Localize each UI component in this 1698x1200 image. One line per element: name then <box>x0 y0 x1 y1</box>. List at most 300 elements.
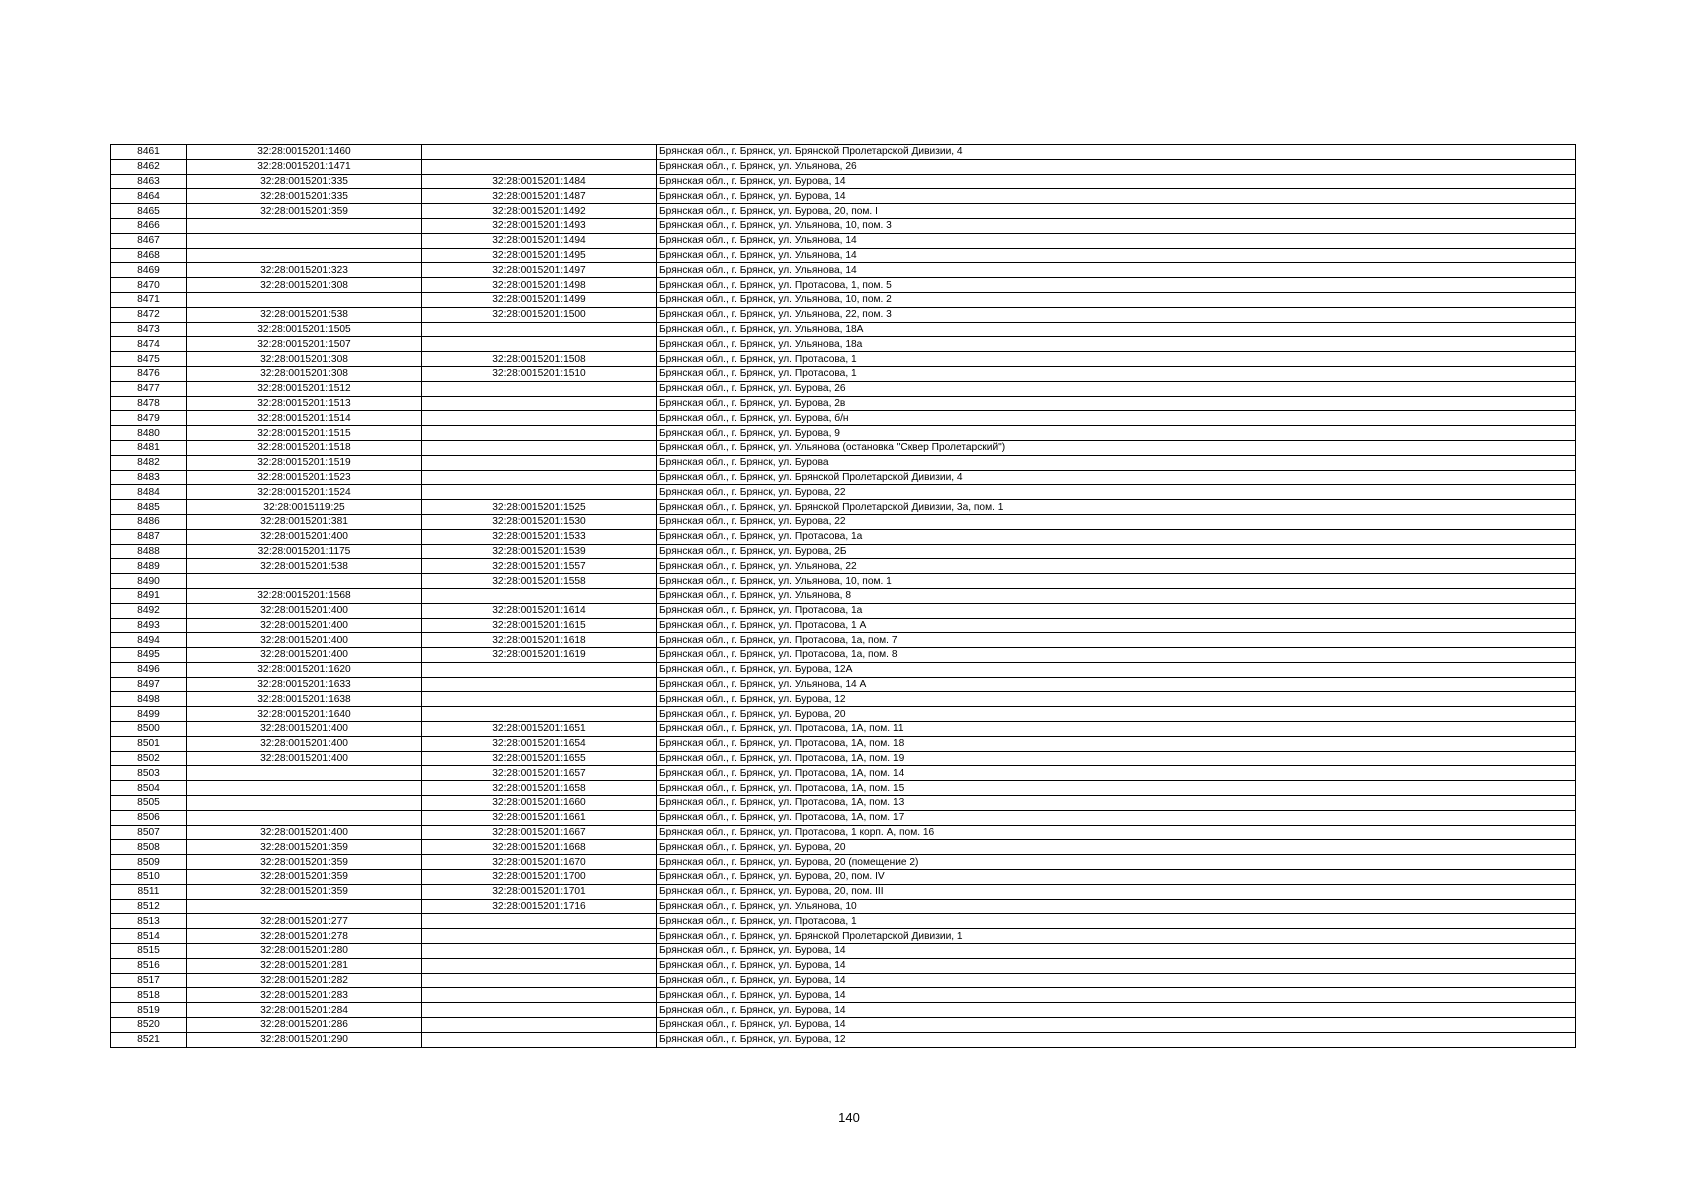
cadastral-id-cell: 32:28:0015201:1620 <box>187 662 422 677</box>
row-number-cell: 8511 <box>111 884 187 899</box>
row-number-cell: 8516 <box>111 958 187 973</box>
object-id-cell: 32:28:0015201:1525 <box>422 500 657 515</box>
row-number-cell: 8467 <box>111 233 187 248</box>
object-id-cell: 32:28:0015201:1618 <box>422 633 657 648</box>
cadastral-id-cell: 32:28:0015201:538 <box>187 307 422 322</box>
row-number-cell: 8474 <box>111 337 187 352</box>
table-row <box>111 633 1576 648</box>
address-cell: Брянская обл., г. Брянск, ул. Брянской Пролетарской Дивизии, 1 <box>657 929 1576 944</box>
row-number-cell: 8515 <box>111 944 187 959</box>
object-id-cell: 32:28:0015201:1508 <box>422 352 657 367</box>
address-cell: Брянская обл., г. Брянск, ул. Ульянова, 8 <box>657 588 1576 603</box>
table-row <box>111 618 1576 633</box>
table-row <box>111 781 1576 796</box>
table-row <box>111 411 1576 426</box>
cadastral-id-cell: 32:28:0015201:286 <box>187 1018 422 1033</box>
table-row <box>111 707 1576 722</box>
table-row <box>111 855 1576 870</box>
cadastral-id-cell: 32:28:0015201:1633 <box>187 677 422 692</box>
row-number-cell: 8486 <box>111 514 187 529</box>
address-cell: Брянская обл., г. Брянск, ул. Бурова, 20, пом. I <box>657 204 1576 219</box>
cadastral-id-cell: 32:28:0015201:359 <box>187 204 422 219</box>
row-number-cell: 8495 <box>111 648 187 663</box>
cadastral-id-cell: 32:28:0015201:400 <box>187 825 422 840</box>
address-cell: Брянская обл., г. Брянск, ул. Ульянова, 10, пом. 3 <box>657 218 1576 233</box>
row-number-cell: 8483 <box>111 470 187 485</box>
object-id-cell <box>422 973 657 988</box>
row-number-cell: 8465 <box>111 204 187 219</box>
table-row <box>111 248 1576 263</box>
address-cell: Брянская обл., г. Брянск, ул. Ульянова, 14 <box>657 233 1576 248</box>
object-id-cell <box>422 145 657 160</box>
table-row <box>111 440 1576 455</box>
address-cell: Брянская обл., г. Брянск, ул. Ульянова, 18А <box>657 322 1576 337</box>
address-cell: Брянская обл., г. Брянск, ул. Бурова <box>657 455 1576 470</box>
object-id-cell: 32:28:0015201:1661 <box>422 810 657 825</box>
cadastral-id-cell: 32:28:0015201:1568 <box>187 588 422 603</box>
object-id-cell: 32:28:0015201:1539 <box>422 544 657 559</box>
address-cell: Брянская обл., г. Брянск, ул. Брянской Пролетарской Дивизии, 4 <box>657 470 1576 485</box>
object-id-cell: 32:28:0015201:1657 <box>422 766 657 781</box>
cadastral-id-cell: 32:28:0015201:278 <box>187 929 422 944</box>
table-row <box>111 514 1576 529</box>
object-id-cell <box>422 485 657 500</box>
cadastral-id-cell: 32:28:0015201:335 <box>187 174 422 189</box>
object-id-cell: 32:28:0015201:1484 <box>422 174 657 189</box>
row-number-cell: 8477 <box>111 381 187 396</box>
object-id-cell: 32:28:0015201:1494 <box>422 233 657 248</box>
object-id-cell: 32:28:0015201:1558 <box>422 574 657 589</box>
row-number-cell: 8497 <box>111 677 187 692</box>
address-cell: Брянская обл., г. Брянск, ул. Протасова, 1а <box>657 529 1576 544</box>
cadastral-id-cell <box>187 899 422 914</box>
table-row <box>111 1032 1576 1047</box>
cadastral-id-cell <box>187 292 422 307</box>
cadastral-id-cell: 32:28:0015201:1460 <box>187 145 422 160</box>
cadastral-table <box>110 144 1576 1048</box>
object-id-cell: 32:28:0015201:1495 <box>422 248 657 263</box>
row-number-cell: 8517 <box>111 973 187 988</box>
table-row <box>111 796 1576 811</box>
address-cell: Брянская обл., г. Брянск, ул. Бурова, 14 <box>657 174 1576 189</box>
object-id-cell: 32:28:0015201:1700 <box>422 870 657 885</box>
address-cell: Брянская обл., г. Брянск, ул. Ульянова, 10 <box>657 899 1576 914</box>
address-cell: Брянская обл., г. Брянск, ул. Протасова, 1А, пом. 17 <box>657 810 1576 825</box>
row-number-cell: 8505 <box>111 796 187 811</box>
address-cell: Брянская обл., г. Брянск, ул. Бурова, 14 <box>657 1003 1576 1018</box>
cadastral-id-cell <box>187 574 422 589</box>
cadastral-id-cell: 32:28:0015201:1505 <box>187 322 422 337</box>
table-row <box>111 929 1576 944</box>
table-row <box>111 662 1576 677</box>
row-number-cell: 8499 <box>111 707 187 722</box>
row-number-cell: 8484 <box>111 485 187 500</box>
address-cell: Брянская обл., г. Брянск, ул. Протасова, 1А, пом. 13 <box>657 796 1576 811</box>
address-cell: Брянская обл., г. Брянск, ул. Протасова, 1а, пом. 8 <box>657 648 1576 663</box>
table-row <box>111 988 1576 1003</box>
row-number-cell: 8480 <box>111 426 187 441</box>
object-id-cell: 32:28:0015201:1498 <box>422 278 657 293</box>
cadastral-id-cell: 32:28:0015201:308 <box>187 278 422 293</box>
object-id-cell: 32:28:0015201:1533 <box>422 529 657 544</box>
row-number-cell: 8518 <box>111 988 187 1003</box>
cadastral-id-cell: 32:28:0015201:400 <box>187 648 422 663</box>
table-row <box>111 500 1576 515</box>
table-row <box>111 1018 1576 1033</box>
cadastral-id-cell <box>187 218 422 233</box>
cadastral-id-cell: 32:28:0015201:277 <box>187 914 422 929</box>
object-id-cell <box>422 440 657 455</box>
row-number-cell: 8462 <box>111 159 187 174</box>
address-cell: Брянская обл., г. Брянск, ул. Протасова, 1А, пом. 15 <box>657 781 1576 796</box>
object-id-cell <box>422 988 657 1003</box>
address-cell: Брянская обл., г. Брянск, ул. Бурова, 12 <box>657 1032 1576 1047</box>
address-cell: Брянская обл., г. Брянск, ул. Бурова, 12 <box>657 692 1576 707</box>
cadastral-id-cell: 32:28:0015201:1523 <box>187 470 422 485</box>
address-cell: Брянская обл., г. Брянск, ул. Протасова, 1 <box>657 914 1576 929</box>
cadastral-id-cell <box>187 810 422 825</box>
address-cell: Брянская обл., г. Брянск, ул. Протасова, 1, пом. 5 <box>657 278 1576 293</box>
address-cell: Брянская обл., г. Брянск, ул. Ульянова, 22 <box>657 559 1576 574</box>
table-row <box>111 189 1576 204</box>
row-number-cell: 8488 <box>111 544 187 559</box>
address-cell: Брянская обл., г. Брянск, ул. Протасова, 1 <box>657 366 1576 381</box>
address-cell: Брянская обл., г. Брянск, ул. Ульянова, 10, пом. 2 <box>657 292 1576 307</box>
object-id-cell: 32:28:0015201:1530 <box>422 514 657 529</box>
row-number-cell: 8469 <box>111 263 187 278</box>
cadastral-id-cell: 32:28:0015201:308 <box>187 352 422 367</box>
address-cell: Брянская обл., г. Брянск, ул. Бурова, 22 <box>657 485 1576 500</box>
table-row <box>111 751 1576 766</box>
object-id-cell <box>422 677 657 692</box>
row-number-cell: 8478 <box>111 396 187 411</box>
cadastral-id-cell: 32:28:0015201:400 <box>187 751 422 766</box>
row-number-cell: 8506 <box>111 810 187 825</box>
row-number-cell: 8485 <box>111 500 187 515</box>
object-id-cell: 32:28:0015201:1492 <box>422 204 657 219</box>
object-id-cell: 32:28:0015201:1619 <box>422 648 657 663</box>
address-cell: Брянская обл., г. Брянск, ул. Протасова, 1а, пом. 7 <box>657 633 1576 648</box>
object-id-cell: 32:28:0015201:1487 <box>422 189 657 204</box>
cadastral-id-cell: 32:28:0015201:381 <box>187 514 422 529</box>
cadastral-id-cell: 32:28:0015201:359 <box>187 855 422 870</box>
object-id-cell: 32:28:0015201:1651 <box>422 722 657 737</box>
address-cell: Брянская обл., г. Брянск, ул. Протасова, 1 А <box>657 618 1576 633</box>
object-id-cell <box>422 411 657 426</box>
table-row <box>111 973 1576 988</box>
object-id-cell: 32:28:0015201:1510 <box>422 366 657 381</box>
address-cell: Брянская обл., г. Брянск, ул. Ульянова, 22, пом. 3 <box>657 307 1576 322</box>
table-row <box>111 914 1576 929</box>
address-cell: Брянская обл., г. Брянск, ул. Ульянова, 14 <box>657 263 1576 278</box>
row-number-cell: 8494 <box>111 633 187 648</box>
table-row <box>111 884 1576 899</box>
address-cell: Брянская обл., г. Брянск, ул. Бурова, 2в <box>657 396 1576 411</box>
object-id-cell: 32:28:0015201:1658 <box>422 781 657 796</box>
cadastral-id-cell: 32:28:0015201:280 <box>187 944 422 959</box>
cadastral-id-cell: 32:28:0015201:400 <box>187 603 422 618</box>
address-cell: Брянская обл., г. Брянск, ул. Брянской Пролетарской Дивизии, 4 <box>657 145 1576 160</box>
table-row <box>111 810 1576 825</box>
cadastral-id-cell <box>187 781 422 796</box>
object-id-cell: 32:28:0015201:1667 <box>422 825 657 840</box>
row-number-cell: 8519 <box>111 1003 187 1018</box>
row-number-cell: 8473 <box>111 322 187 337</box>
row-number-cell: 8514 <box>111 929 187 944</box>
table-row <box>111 204 1576 219</box>
object-id-cell <box>422 337 657 352</box>
address-cell: Брянская обл., г. Брянск, ул. Протасова, 1А, пом. 14 <box>657 766 1576 781</box>
row-number-cell: 8498 <box>111 692 187 707</box>
table-row <box>111 899 1576 914</box>
address-cell: Брянская обл., г. Брянск, ул. Бурова, 12А <box>657 662 1576 677</box>
table-row <box>111 278 1576 293</box>
object-id-cell: 32:28:0015201:1701 <box>422 884 657 899</box>
address-cell: Брянская обл., г. Брянск, ул. Ульянова (остановка "Сквер Пролетарский") <box>657 440 1576 455</box>
row-number-cell: 8471 <box>111 292 187 307</box>
table-row <box>111 677 1576 692</box>
row-number-cell: 8487 <box>111 529 187 544</box>
row-number-cell: 8510 <box>111 870 187 885</box>
table-row <box>111 588 1576 603</box>
object-id-cell <box>422 929 657 944</box>
table-row <box>111 307 1576 322</box>
table-row <box>111 174 1576 189</box>
object-id-cell <box>422 707 657 722</box>
table-row <box>111 218 1576 233</box>
table-row <box>111 381 1576 396</box>
address-cell: Брянская обл., г. Брянск, ул. Бурова, 2Б <box>657 544 1576 559</box>
row-number-cell: 8491 <box>111 588 187 603</box>
cadastral-id-cell: 32:28:0015201:400 <box>187 618 422 633</box>
object-id-cell <box>422 455 657 470</box>
address-cell: Брянская обл., г. Брянск, ул. Бурова, 20 <box>657 707 1576 722</box>
cadastral-id-cell: 32:28:0015201:1175 <box>187 544 422 559</box>
table-row <box>111 263 1576 278</box>
row-number-cell: 8503 <box>111 766 187 781</box>
object-id-cell: 32:28:0015201:1668 <box>422 840 657 855</box>
table-row <box>111 544 1576 559</box>
object-id-cell: 32:28:0015201:1497 <box>422 263 657 278</box>
cadastral-id-cell: 32:28:0015201:282 <box>187 973 422 988</box>
address-cell: Брянская обл., г. Брянск, ул. Протасова, 1А, пом. 11 <box>657 722 1576 737</box>
cadastral-id-cell: 32:28:0015201:1518 <box>187 440 422 455</box>
object-id-cell <box>422 692 657 707</box>
row-number-cell: 8521 <box>111 1032 187 1047</box>
table-row <box>111 648 1576 663</box>
row-number-cell: 8504 <box>111 781 187 796</box>
table-row <box>111 159 1576 174</box>
cadastral-id-cell: 32:28:0015201:1471 <box>187 159 422 174</box>
object-id-cell <box>422 322 657 337</box>
cadastral-id-cell: 32:28:0015201:1512 <box>187 381 422 396</box>
row-number-cell: 8492 <box>111 603 187 618</box>
address-cell: Брянская обл., г. Брянск, ул. Протасова, 1 <box>657 352 1576 367</box>
page-number: 140 <box>838 1110 860 1125</box>
row-number-cell: 8493 <box>111 618 187 633</box>
object-id-cell: 32:28:0015201:1614 <box>422 603 657 618</box>
row-number-cell: 8463 <box>111 174 187 189</box>
table-row <box>111 322 1576 337</box>
address-cell: Брянская обл., г. Брянск, ул. Протасова, 1А, пом. 18 <box>657 736 1576 751</box>
table-row <box>111 840 1576 855</box>
address-cell: Брянская обл., г. Брянск, ул. Бурова, 20, пом. IV <box>657 870 1576 885</box>
cadastral-id-cell: 32:28:0015201:1640 <box>187 707 422 722</box>
row-number-cell: 8496 <box>111 662 187 677</box>
cadastral-id-cell: 32:28:0015201:1524 <box>187 485 422 500</box>
table-row <box>111 1003 1576 1018</box>
object-id-cell: 32:28:0015201:1654 <box>422 736 657 751</box>
object-id-cell: 32:28:0015201:1557 <box>422 559 657 574</box>
address-cell: Брянская обл., г. Брянск, ул. Ульянова, 14 А <box>657 677 1576 692</box>
table-row <box>111 366 1576 381</box>
cadastral-id-cell: 32:28:0015201:538 <box>187 559 422 574</box>
table-row <box>111 292 1576 307</box>
object-id-cell <box>422 1018 657 1033</box>
row-number-cell: 8502 <box>111 751 187 766</box>
address-cell: Брянская обл., г. Брянск, ул. Протасова, 1А, пом. 19 <box>657 751 1576 766</box>
table-row <box>111 352 1576 367</box>
object-id-cell: 32:28:0015201:1655 <box>422 751 657 766</box>
table-row <box>111 944 1576 959</box>
object-id-cell: 32:28:0015201:1493 <box>422 218 657 233</box>
table-row <box>111 574 1576 589</box>
table-row <box>111 958 1576 973</box>
address-cell: Брянская обл., г. Брянск, ул. Бурова, 14 <box>657 973 1576 988</box>
object-id-cell: 32:28:0015201:1615 <box>422 618 657 633</box>
object-id-cell <box>422 381 657 396</box>
cadastral-id-cell: 32:28:0015201:400 <box>187 633 422 648</box>
address-cell: Брянская обл., г. Брянск, ул. Бурова, 14 <box>657 958 1576 973</box>
cadastral-id-cell: 32:28:0015201:1507 <box>187 337 422 352</box>
row-number-cell: 8500 <box>111 722 187 737</box>
table-row <box>111 722 1576 737</box>
row-number-cell: 8507 <box>111 825 187 840</box>
table-row <box>111 736 1576 751</box>
cadastral-id-cell <box>187 233 422 248</box>
row-number-cell: 8481 <box>111 440 187 455</box>
row-number-cell: 8476 <box>111 366 187 381</box>
address-cell: Брянская обл., г. Брянск, ул. Бурова, 9 <box>657 426 1576 441</box>
object-id-cell: 32:28:0015201:1670 <box>422 855 657 870</box>
cadastral-id-cell: 32:28:0015201:1514 <box>187 411 422 426</box>
table-row <box>111 529 1576 544</box>
address-cell: Брянская обл., г. Брянск, ул. Бурова, 20, пом. III <box>657 884 1576 899</box>
row-number-cell: 8513 <box>111 914 187 929</box>
table-row <box>111 396 1576 411</box>
row-number-cell: 8501 <box>111 736 187 751</box>
cadastral-id-cell: 32:28:0015201:359 <box>187 840 422 855</box>
row-number-cell: 8464 <box>111 189 187 204</box>
object-id-cell: 32:28:0015201:1716 <box>422 899 657 914</box>
address-cell: Брянская обл., г. Брянск, ул. Бурова, 20 (помещение 2) <box>657 855 1576 870</box>
table-row <box>111 145 1576 160</box>
cadastral-id-cell: 32:28:0015201:400 <box>187 736 422 751</box>
cadastral-id-cell: 32:28:0015201:359 <box>187 884 422 899</box>
object-id-cell <box>422 914 657 929</box>
object-id-cell <box>422 1032 657 1047</box>
address-cell: Брянская обл., г. Брянск, ул. Бурова, 14 <box>657 944 1576 959</box>
cadastral-id-cell <box>187 248 422 263</box>
row-number-cell: 8512 <box>111 899 187 914</box>
table-row <box>111 825 1576 840</box>
table-row <box>111 559 1576 574</box>
cadastral-id-cell: 32:28:0015201:359 <box>187 870 422 885</box>
address-cell: Брянская обл., г. Брянск, ул. Бурова, 26 <box>657 381 1576 396</box>
address-cell: Брянская обл., г. Брянск, ул. Бурова, 14 <box>657 1018 1576 1033</box>
address-cell: Брянская обл., г. Брянск, ул. Ульянова, 10, пом. 1 <box>657 574 1576 589</box>
row-number-cell: 8461 <box>111 145 187 160</box>
cadastral-id-cell: 32:28:0015201:290 <box>187 1032 422 1047</box>
table-row <box>111 426 1576 441</box>
cadastral-id-cell: 32:28:0015201:1515 <box>187 426 422 441</box>
cadastral-id-cell: 32:28:0015201:308 <box>187 366 422 381</box>
cadastral-id-cell: 32:28:0015201:283 <box>187 988 422 1003</box>
object-id-cell <box>422 396 657 411</box>
table-row <box>111 603 1576 618</box>
cadastral-id-cell <box>187 796 422 811</box>
object-id-cell: 32:28:0015201:1499 <box>422 292 657 307</box>
table-row <box>111 692 1576 707</box>
address-cell: Брянская обл., г. Брянск, ул. Ульянова, 14 <box>657 248 1576 263</box>
object-id-cell <box>422 470 657 485</box>
cadastral-id-cell: 32:28:0015201:1638 <box>187 692 422 707</box>
address-cell: Брянская обл., г. Брянск, ул. Бурова, 14 <box>657 189 1576 204</box>
row-number-cell: 8482 <box>111 455 187 470</box>
object-id-cell <box>422 588 657 603</box>
table-row <box>111 485 1576 500</box>
cadastral-id-cell: 32:28:0015201:281 <box>187 958 422 973</box>
object-id-cell: 32:28:0015201:1660 <box>422 796 657 811</box>
row-number-cell: 8479 <box>111 411 187 426</box>
row-number-cell: 8470 <box>111 278 187 293</box>
address-cell: Брянская обл., г. Брянск, ул. Бурова, 14 <box>657 988 1576 1003</box>
cadastral-id-cell <box>187 766 422 781</box>
cadastral-id-cell: 32:28:0015201:284 <box>187 1003 422 1018</box>
row-number-cell: 8489 <box>111 559 187 574</box>
address-cell: Брянская обл., г. Брянск, ул. Протасова, 1а <box>657 603 1576 618</box>
table-body <box>111 145 1576 1048</box>
address-cell: Брянская обл., г. Брянск, ул. Бурова, 22 <box>657 514 1576 529</box>
table-row <box>111 233 1576 248</box>
address-cell: Брянская обл., г. Брянск, ул. Протасова, 1 корп. А, пом. 16 <box>657 825 1576 840</box>
row-number-cell: 8466 <box>111 218 187 233</box>
row-number-cell: 8509 <box>111 855 187 870</box>
row-number-cell: 8468 <box>111 248 187 263</box>
row-number-cell: 8508 <box>111 840 187 855</box>
cadastral-id-cell: 32:28:0015201:335 <box>187 189 422 204</box>
cadastral-id-cell: 32:28:0015201:1519 <box>187 455 422 470</box>
object-id-cell <box>422 1003 657 1018</box>
table-row <box>111 337 1576 352</box>
table-row <box>111 870 1576 885</box>
object-id-cell <box>422 662 657 677</box>
object-id-cell <box>422 944 657 959</box>
row-number-cell: 8520 <box>111 1018 187 1033</box>
object-id-cell <box>422 159 657 174</box>
row-number-cell: 8472 <box>111 307 187 322</box>
cadastral-id-cell: 32:28:0015201:323 <box>187 263 422 278</box>
cadastral-id-cell: 32:28:0015119:25 <box>187 500 422 515</box>
row-number-cell: 8490 <box>111 574 187 589</box>
table-row <box>111 455 1576 470</box>
address-cell: Брянская обл., г. Брянск, ул. Ульянова, 26 <box>657 159 1576 174</box>
object-id-cell: 32:28:0015201:1500 <box>422 307 657 322</box>
row-number-cell: 8475 <box>111 352 187 367</box>
cadastral-id-cell: 32:28:0015201:1513 <box>187 396 422 411</box>
table-row <box>111 470 1576 485</box>
address-cell: Брянская обл., г. Брянск, ул. Брянской Пролетарской Дивизии, 3а, пом. 1 <box>657 500 1576 515</box>
